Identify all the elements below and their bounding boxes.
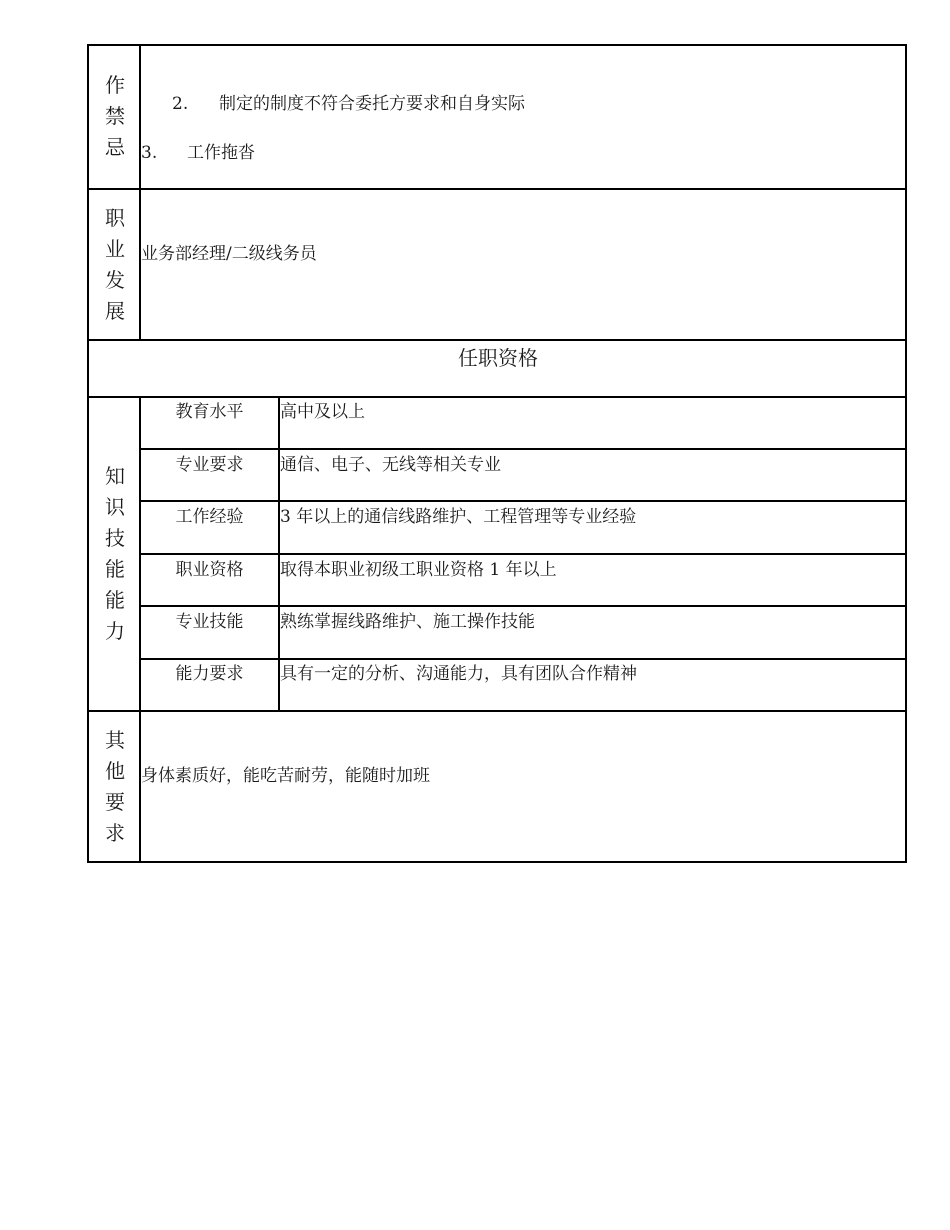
- table-border-top: [87, 44, 907, 46]
- qualification-value: 取得本职业初级工职业资格 1 年以上: [280, 560, 557, 580]
- qualification-key: 职业资格: [175, 560, 244, 580]
- qualification-value: 具有一定的分析、沟通能力，具有团队合作精神: [280, 664, 637, 684]
- prohibition-item-number: 2.: [172, 94, 189, 114]
- other-requirements-label: [90, 712, 140, 861]
- label-char: 展: [105, 298, 125, 323]
- qualifications-label: [90, 398, 140, 710]
- qualification-key: 教育水平: [175, 402, 244, 422]
- prohibition-item-number: 3.: [141, 143, 158, 163]
- other-requirements-text: 身体素质好，能吃苦耐劳，能随时加班: [141, 766, 430, 786]
- qualification-key: 工作经验: [175, 507, 244, 527]
- row-divider-q5: [140, 658, 907, 660]
- prohibition-item-text: 工作拖沓: [187, 143, 255, 163]
- row-divider-qual-title: [87, 396, 907, 398]
- label-char: 求: [105, 820, 125, 845]
- row-divider-prohibitions: [87, 188, 907, 190]
- label-char: 知: [105, 464, 125, 488]
- row-divider-q2: [140, 500, 907, 502]
- label-char: 其: [105, 727, 125, 752]
- table-border-left: [87, 44, 89, 863]
- qualification-value: 通信、电子、无线等相关专业: [280, 455, 501, 475]
- label-char: 禁: [105, 103, 125, 128]
- label-char: 要: [105, 789, 125, 814]
- qualifications-title: 任职资格: [458, 346, 538, 370]
- label-char: 力: [105, 619, 125, 643]
- label-char: 技: [105, 526, 125, 550]
- row-divider-career: [87, 339, 907, 341]
- row-divider-q1: [140, 448, 907, 450]
- qualification-value: 高中及以上: [280, 402, 365, 422]
- label-char: 忌: [105, 134, 125, 159]
- qualification-key: 专业要求: [175, 455, 244, 475]
- career-path-text: 业务部经理/二级线务员: [141, 244, 317, 264]
- label-char: 作: [105, 72, 125, 97]
- qualification-key: 能力要求: [175, 664, 244, 684]
- prohibition-item-text: 制定的制度不符合委托方要求和自身实际: [219, 94, 525, 114]
- table-border-bottom: [87, 861, 907, 863]
- label-char: 能: [105, 557, 125, 581]
- table-border-right: [905, 44, 907, 863]
- career-label: [90, 190, 140, 339]
- qualification-value: 熟练掌握线路维护、施工操作技能: [280, 612, 535, 632]
- label-char: 识: [105, 495, 125, 519]
- label-char: 业: [105, 236, 125, 261]
- label-char: 他: [105, 758, 125, 783]
- label-char: 发: [105, 267, 125, 292]
- row-divider-q3: [140, 553, 907, 555]
- row-divider-q4: [140, 605, 907, 607]
- qualification-value: 3 年以上的通信线路维护、工程管理等专业经验: [280, 507, 637, 527]
- label-char: 职: [105, 205, 125, 230]
- prohibitions-label: [90, 44, 140, 188]
- qualification-key: 专业技能: [175, 612, 244, 632]
- label-char: 能: [105, 588, 125, 612]
- row-divider-qualifications: [87, 710, 907, 712]
